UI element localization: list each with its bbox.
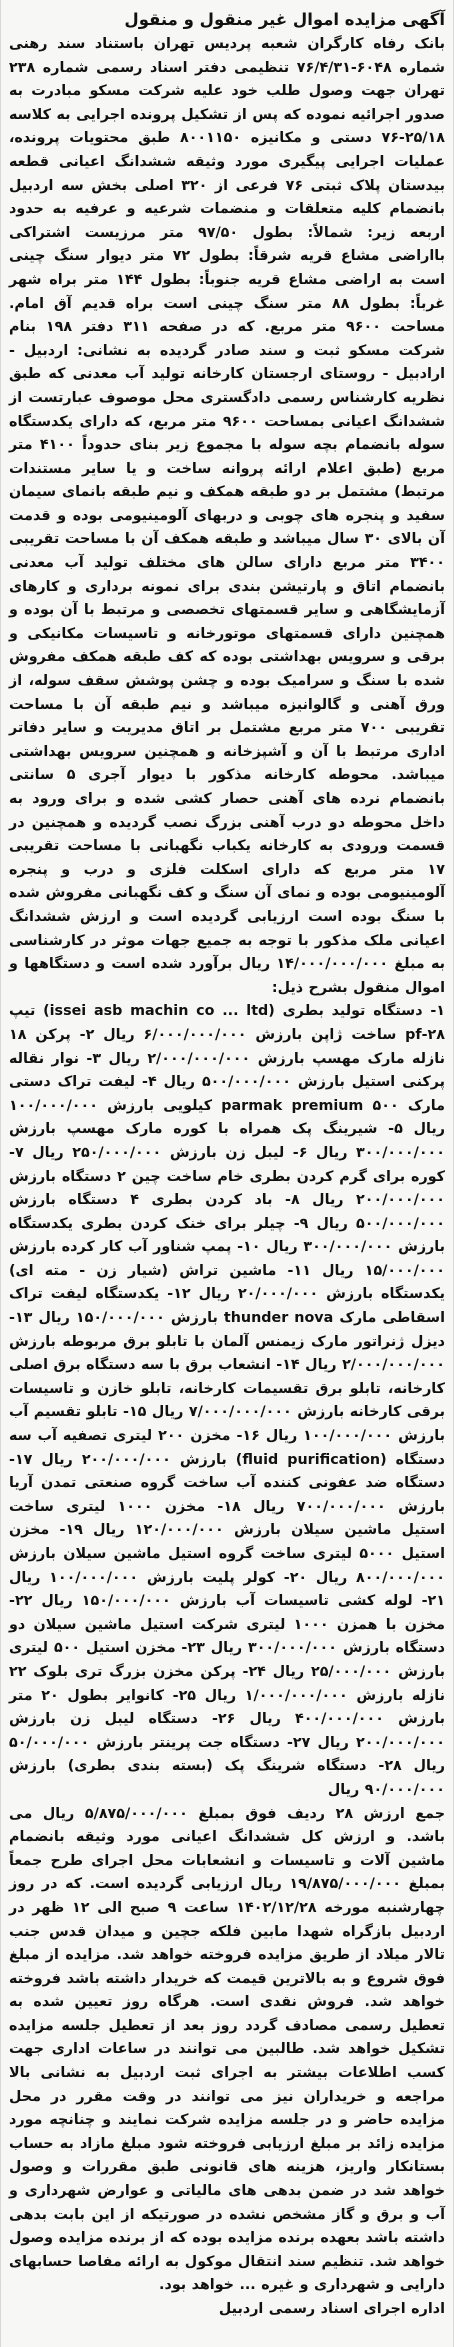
notice-paragraph: جمع ارزش ۲۸ ردیف فوق بمبلغ ۵/۸۷۵/۰۰۰/۰۰۰ ریال می باشد. و ارزش کل ششدانگ اعیانی مورد وثیقه بانضمام ماشین آلات و تاسیسات و انشعابات محل اجرای طرح جمعاً بمبلغ ۱۹/۸۷۵/۰۰۰/۰۰۰ ریال ارزیابی گردیده است. که در روز چهارشنبه مورخه ۱۴۰۲/۱۲/۲۸ ساعت ۹ صبح الی ۱۲ ظهر در اردبیل بازگراه شهدا مابین فلکه جچین و میدان قدس جنب تالار میلاد از طریق مزایده فروخته خواهد شد. مزایده از مبلغ فوق شروع و به بالاترین قیمت که خریدار داشته باشد فروخته خواهد شد. فروش نقدی است. هرگاه روز تعیین شده به تعطیل رسمی مصادف گردد روز بعد از تعطیل جلسه مزایده تشکیل خواهد شد. طالبین می توانند در ساعات اداری جهت کسب اطلاعات بیشتر به اجرای ثبت اردبیل به نشانی بالا مراجعه و خریداران نیز می توانند در وقت مقرر در محل مزایده حاضر و در جلسه مزایده شرکت نمایند و چنانچه مورد مزایده زائد بر مبلغ ارزیابی فروخته شود مبلغ مازاد به حساب بستانکار واریز، هزینه های قانونی طبق مقررات و وصول خواهد شد در ضمن بدهی های مالیاتی و عوارض شهرداری و آب و برق و گاز مشخص نشده در صورتیکه از این بابت بدهی داشته باشد بعهده برنده مزایده بوده که از برنده مزایده وصول خواهد شد. تنظیم سند انتقال موکول به ارائه مفاصا حسابهای دارایی و شهرداری و غیره ... خواهد بود. bbox=[9, 1805, 445, 2294]
notice-paragraph: بانک رفاه کارگران شعبه پردیس تهران باستناد سند رهنی شماره ۶۰۴۸-۷۶/۴/۳۱ تنظیمی دفتر اسناد رسمی شماره ۲۳۸ تهران جهت وصول طلب خود علیه شرکت مسکو مبادرت به صدور اجرائیه نموده که پس از تشکیل پرونده اجرایی به کلاسه ۲۵/۱۸-۷۶ دستی و مکانیزه ۸۰۰۱۱۵۰ طبق محتویات پرونده، عملیات اجرایی پیگیری مورد وثیقه ششدانگ اعیانی قطعه بیدستان پلاک ثبتی ۷۶ فرعی از ۳۲۰ اصلی بخش سه اردبیل بانضمام کلیه متعلقات و منضمات شرعیه و عرفیه به حدود اربعه زیر: شمالاً: بطول ۹۷/۵۰ متر مرزیست اشتراکی بااراضی مشاع قریه شرقاً: بطول ۷۲ متر دیوار سنگ چینی است به اراضی مشاع قریه جنوباً: بطول ۱۴۴ متر براه شهر غرباً: بطول ۸۸ متر سنگ چینی است براه قدیم آق امام. مساحت ۹۶۰۰ متر مربع. که در صفحه ۳۱۱ دفتر ۱۹۸ بنام شرکت مسکو ثبت و سند صادر گردیده به نشانی: اردبیل - ارادبیل - روستای ارجستان کارخانه تولید آب معدنی که طبق نظریه کارشناس رسمی دادگستری محل موصوف عبارتست از ششدانگ اعیانی بمساحت ۹۶۰۰ متر مربع، که دارای یکدستگاه سوله بانضمام بچه سوله با مجموع زیر بنای حدوداً ۴۱۰۰ متر مربع (طبق اعلام ارائه پروانه ساخت و یا سایر مستندات مرتبط) مشتمل بر دو طبقه همکف و نیم طبقه بانمای سیمان سفید و پنجره های چوبی و دربهای آلومینیومی بوده و قدمت آن بالای ۳۰ سال میباشد و طبقه همکف آن با مساحت تقریبی ۳۴۰۰ متر مربع دارای سالن های مختلف تولید آب معدنی بانضمام اتاق و پارتیشن بندی برای نمونه برداری و کارهای آزمایشگاهی و سایر قسمتهای تخصصی و مرتبط با آن بوده و همچنین دارای قسمتهای موتورخانه و تاسیسات مکانیکی و برقی و سرویس بهداشتی بوده که کف طبقه همکف مفروش شده با سنگ و سرامیک بوده و چشن پوشش سقف سوله، از ورق آهنی و گالوانیزه میباشد و نیم طبقه آن با مساحت تقریبی ۷۰۰ متر مربع مشتمل بر اتاق مدیریت و سایر دفاتر اداری مرتبط با آن و آشپزخانه و همچنین سرویس بهداشتی میباشد. محوطه کارخانه مذکور با دیوار آجری ۵ سانتی بانضمام نرده های آهنی حصار کشی شده و برای ورود به داخل محوطه دو درب آهنی بزرگ نصب گردیده و همچنین در قسمت ورودی به کارخانه یکباب نگهبانی با مساحت تقریبی ۱۷ متر مربع که دارای اسکلت فلزی و درب و پنجره آلومینیومی بوده و نمای آن سنگ و کف نگهبانی مفروش شده با سنگ بوده است ارزیابی گردیده است و ارزش ششدانگ اعیانی ملک مذکور با توجه به جمیع جهات موثر در کارشناسی به مبلغ ۱۴/۰۰۰/۰۰۰/۰۰۰ ریال برآورد شده است و دستگاهها و اموال منقول بشرح ذیل: bbox=[9, 36, 446, 996]
notice-body bbox=[9, 33, 445, 2322]
notice-paragraph: ۱- دستگاه تولید بطری (issei asb machin co ... ltd) تیپ ۲۸-pf ساخت ژاپن بارزش ۶/۰۰۰/۰۰۰/۰۰۰ ریال ۲- پرکن ۱۸ نازله مارک مهسپ بارزش ۲/۰۰۰/۰۰۰/۰۰۰ ریال ۳- نوار نقاله پرکنی استیل بارزش ۵۰۰/۰۰۰/۰۰۰ ریال ۴- لیفت تراک دستی مارک parmak premium ۵۰۰ کیلویی بارزش ۱۰۰/۰۰۰/۰۰۰ ریال ۵- شیرینگ پک همراه با کوره مارک مهسپ بارزش ۳۰۰/۰۰۰/۰۰۰ ریال ۶- لیبل زن بارزش ۲۵۰/۰۰۰/۰۰۰ ریال ۷- کوره برای گرم کردن بطری خام ساخت چین ۲ دستگاه بارزش ۲۰۰/۰۰۰/۰۰۰ ریال ۸- باد کردن بطری ۴ دستگاه بارزش ۵۰۰/۰۰۰/۰۰۰ ریال ۹- چیلر برای خنک کردن بطری یکدستگاه بارزش ۳۰۰/۰۰۰/۰۰۰ ریال ۱۰- پمپ شناور آب کار کرده بارزش ۱۵/۰۰۰/۰۰۰ ریال ۱۱- ماشین تراش (شیار زن - مته ای) یکدستگاه بارزش ۲۰/۰۰۰/۰۰۰ ریال ۱۲- یکدستگاه لیفت تراک اسقاطی مارک thunder nova بارزش ۱۵۰/۰۰۰/۰۰۰ ریال ۱۳- دیزل ژنراتور مارک زیمنس آلمان با تابلو برق مربوطه بارزش ۲/۰۰۰/۰۰۰/۰۰۰ ریال ۱۴- انشعاب برق با سه دستگاه برق اصلی کارخانه، تابلو برق تقسیمات کارخانه، تابلو خازن و تاسیسات برقی کارخانه بارزش ۷/۰۰۰/۰۰۰/۰۰۰ ریال ۱۵- تابلو تقسیم آب بارزش ۱۰۰/۰۰۰/۰۰۰ ریال ۱۶- مخزن ۲۰۰ لیتری تصفیه آب سه دستگاه (fluid purification) بارزش ۲۰۰/۰۰۰/۰۰۰ ریال ۱۷- دستگاه ضد عفونی کننده آب ساخت گروه صنعتی تمدن آریا بارزش ۷۰۰/۰۰۰/۰۰۰ ریال ۱۸- مخزن ۱۰۰۰ لیتری ساخت استیل ماشین سیلان بارزش ۱۲۰/۰۰۰/۰۰۰ ریال ۱۹- مخزن استیل ۵۰۰۰ لیتری ساخت گروه استیل ماشین سیلان بارزش ۸۰۰/۰۰۰/۰۰۰ ریال ۲۰- کولر پلیت بارزش ۱۰۰/۰۰۰/۰۰۰ ریال ۲۱- لوله کشی تاسیسات آب بارزش ۱۵۰/۰۰۰/۰۰۰ ریال ۲۲- مخزن با همزن ۱۰۰۰ لیتری شرکت استیل ماشین سیلان دو دستگاه بارزش ۳۰۰/۰۰۰/۰۰۰ ریال ۲۳- مخزن استیل ۵۰۰ لیتری بارزش ۲۵/۰۰۰/۰۰۰ ریال ۲۴- پرکن مخزن بزرگ تری بلوک ۲۲ نازله بارزش ۱/۰۰۰/۰۰۰/۰۰۰ ریال ۲۵- کانوایر بطول ۲۰ متر بارزش ۴۰۰/۰۰۰/۰۰۰ ریال ۲۶- دستگاه لیبل زن بارزش ۲۰۰/۰۰۰/۰۰۰ ریال ۲۷- دستگاه جت پرینتر بارزش ۵۰/۰۰۰/۰۰۰ ریال ۲۸- دستگاه شرینگ پک (بسته بندی بطری) بارزش ۹۰/۰۰۰/۰۰۰ ریال bbox=[9, 1003, 446, 1798]
notice-title: آگهی مزایده اموال غیر منقول و منقول bbox=[124, 10, 445, 29]
notice-paragraph: اداره اجرای اسناد رسمی اردبیل bbox=[218, 2301, 445, 2317]
